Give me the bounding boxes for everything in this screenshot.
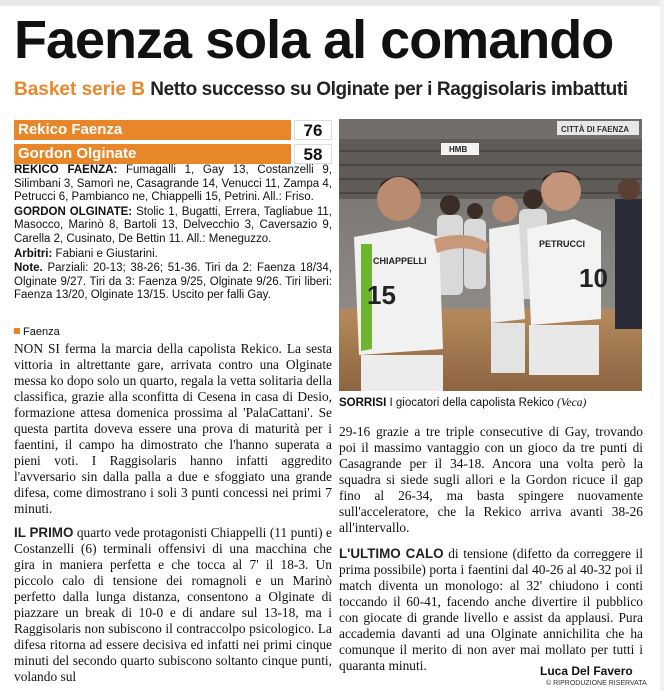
jersey-number: 15 (367, 280, 396, 310)
team-name: Rekico Faenza (14, 120, 291, 140)
top-rule (0, 0, 664, 6)
subheadline (14, 78, 659, 102)
box-notes: Note. Parziali: 20-13; 38-26; 51-36. Tiri da 2: Faenza 18/34, Olginate 9/27. Tiri da 3: Faenza 9/25, Olginate 9/26. Tiri liberi: Faenza 13/20, Olginate 13/15. Uscito per falli Gay. (14, 262, 333, 302)
author-byline: Luca Del Favero (540, 664, 633, 678)
jersey-name: PETRUCCI (539, 239, 586, 249)
team-score: 58 (294, 144, 332, 164)
article-photo (339, 119, 642, 391)
bullet-square-icon (14, 328, 20, 334)
sign-text: HMB (449, 145, 468, 154)
team-score: 76 (294, 120, 332, 140)
score-row-away (14, 144, 332, 164)
copyright-notice: © RIPRODUZIONE RISERVATA (546, 680, 647, 687)
article-paragraph: NON SI ferma la marcia della capolista Rekico. La sesta vittoria in altrettante gare, arrivata contro una Olginate messa ko dopo solo un quarto, regala la vetta solitaria della classifica, grazie alla sconfitta di Cesena in casa di Desio, formazione attesa domenica prossima al 'PalaCattani'. Se questa partita doveva essere una prova di maturità per i faentini, il campo ha dimostrato che l'hanno superata a pieni voti. I Raggisolaris hanno infatti aggredito l'avversario sin dalla palla a due e sfoggiato una grande difesa, come dimostrano i soli 3 punti concessi nei primi 7 minuti. (14, 341, 332, 516)
score-row-home (14, 120, 332, 140)
page-edge (660, 0, 664, 691)
dateline: Faenza (14, 326, 60, 339)
jersey-number: 10 (579, 263, 608, 293)
team-name: Gordon Olginate (14, 144, 291, 164)
headline: Faenza sola al comando (14, 10, 614, 70)
section-kicker: Basket serie B (14, 79, 145, 100)
article-paragraph: IL PRIMO quarto vede protagonisti Chiappelli (11 punti) e Costanzelli (6) terminali offensivi di una macchina che gira in maniera perfetta e che tocca al 7' il 18-3. Un piccolo calo di tensione dei romagnoli e un Marinò perfetto dalla lunga distanza, consentono a Olginate di piazzare un break di 10-0 e di andare sul 13-18, ma i Raggisolaris non subiscono il contraccolpo psicologico. La difesa ritorna ad essere decisiva ed infatti nei primi cinque minuti del secondo quarto subiscono soltanto cinque punti, volando sul (14, 525, 332, 684)
article-column-1 (14, 341, 332, 685)
article-paragraph: 29-16 grazie a tre triple consecutive di Gay, trovando poi il massimo vantaggio con un gioco da tre punti di Casagrande per il 34-18. Ancora una volta però la squadra si siede sugli allori e la Gordon ricuce il gap fino al 26-34, ma basta spingere nuovamente sull'acceleratore, che la Rekico arriva avanti 38-26 all'intervallo. (339, 424, 643, 535)
subheadline-text: Netto successo su Olginate per i Raggisolaris imbattuti (150, 79, 628, 100)
jersey-name: CHIAPPELLI (373, 256, 427, 266)
box-score (14, 164, 332, 304)
photo-caption: SORRISI I giocatori della capolista Rekico (Veca) (339, 397, 587, 409)
article-column-2 (339, 424, 643, 674)
box-referees: Arbitri: Fabiani e Giustarini. (14, 247, 158, 260)
banner-text: CITTÀ DI FAENZA (561, 125, 629, 134)
box-olginate: GORDON OLGINATE: Stolic 1, Bugatti, Errera, Tagliabue 11, Masocco, Marinò 8, Bartoli 13, Delvecchio 3, Caversazio 9, Carella 2, Cusinato, De Bettin 11. All.: Meneguzzo. (14, 205, 332, 245)
article-paragraph: L'ULTIMO CALO di tensione (difetto da correggere il prima possibile) porta i faentini dal 40-26 al 40-32 poi il match diventa un monologo: al 32' chiudono i conti toccando il 60-41, facendo anche divertire il pubblico con giocate di grande livello e assist da applausi. Pura accademia davanti ad una Olginate annichilita che ha comunque il merito di non aver mai mollato per tutti i quaranta minuti. (339, 546, 643, 673)
box-faenza: REKICO FAENZA: Fumagalli 1, Gay 13, Costanzelli 9, Silimbani 3, Samorì ne, Casagrande 14, Venucci 11, Zampa 4, Petrucci 6, Pambianco ne, Chiappelli 15, Petrini. All.: Friso. (14, 164, 332, 204)
